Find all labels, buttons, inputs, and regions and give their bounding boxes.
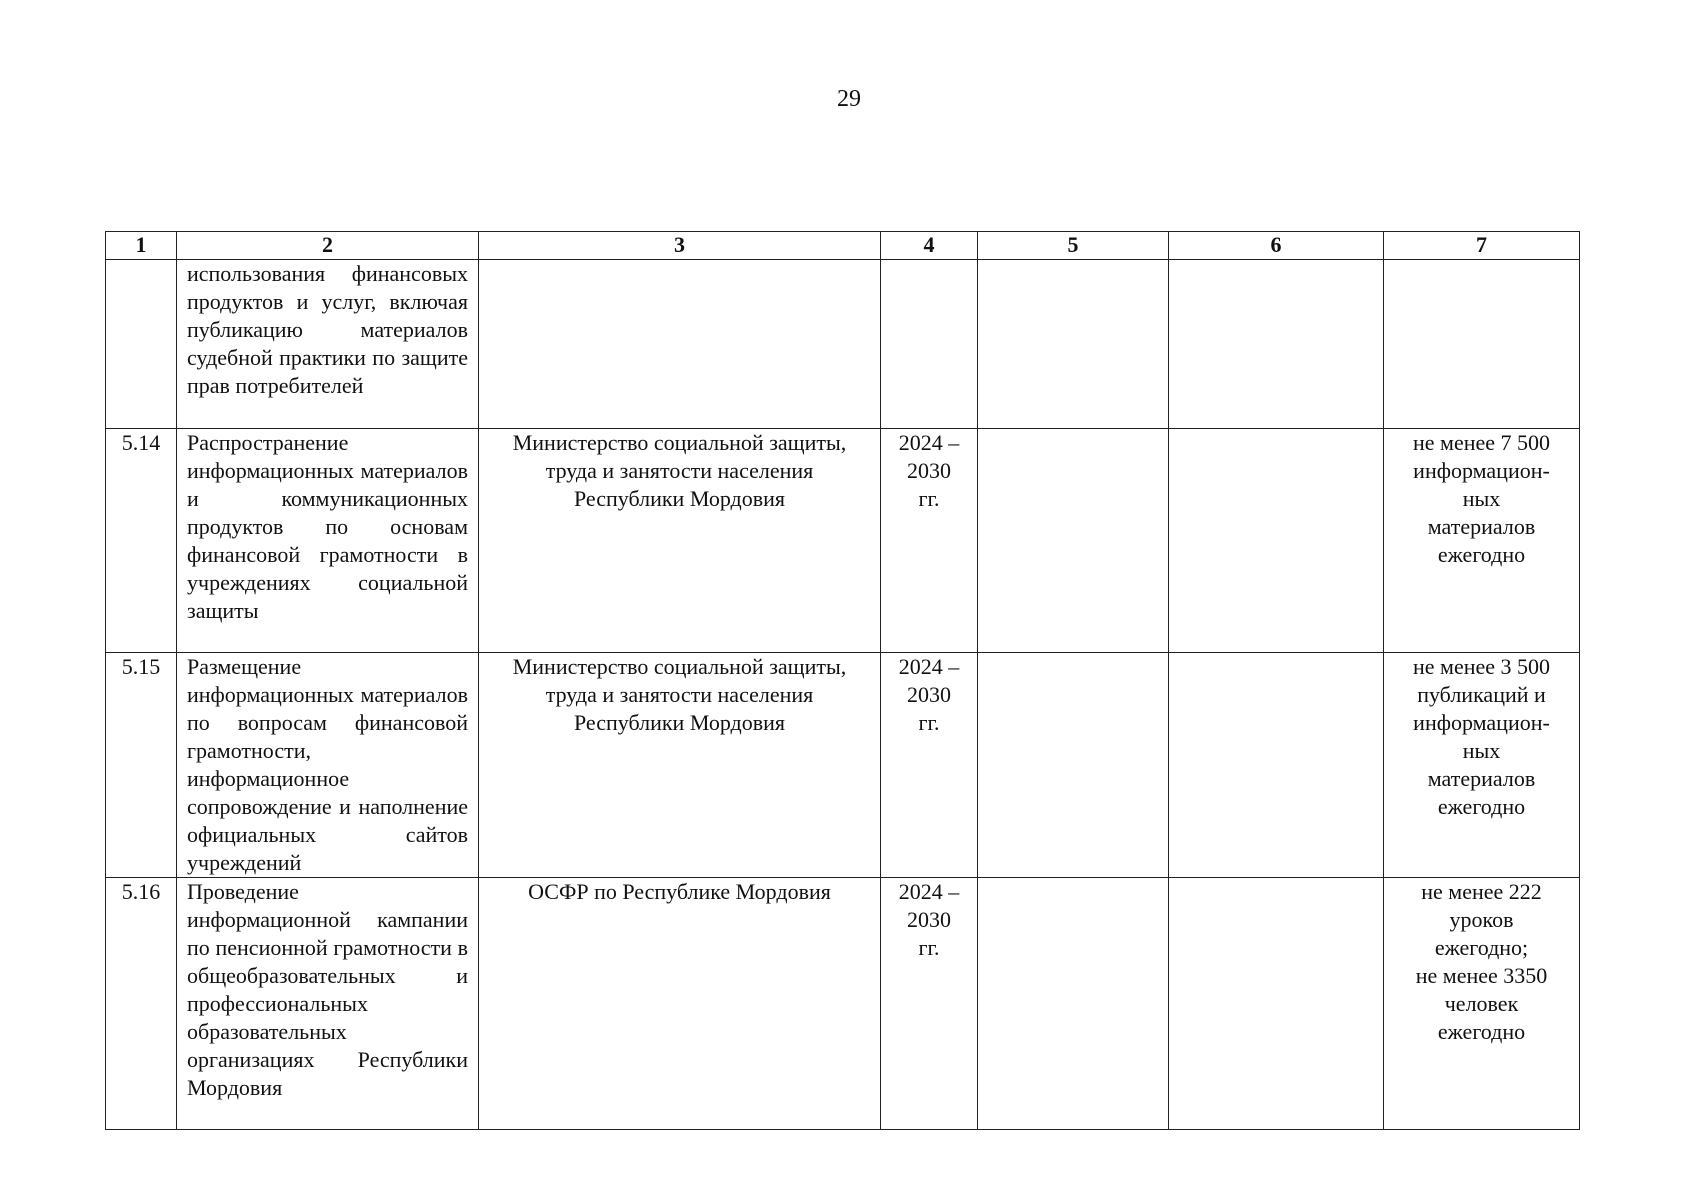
indicator: не менее 222 уроков ежегодно; не менее 3350 человек ежегодно bbox=[1384, 878, 1580, 1130]
indicator: не менее 3 500 публикаций и информацион- ных материалов ежегодно bbox=[1384, 653, 1580, 878]
table-row bbox=[106, 260, 1580, 429]
measure-description: Распространение информационных материалов и коммуникационных продуктов по основам финансовой грамотности в учреждениях социальной защиты bbox=[177, 429, 479, 653]
executor bbox=[479, 260, 881, 429]
period: 2024 – 2030 гг. bbox=[881, 429, 978, 653]
executor: Министерство социальной защиты, труда и занятости населения Республики Мордовия bbox=[479, 653, 881, 878]
column-5-cell bbox=[978, 878, 1169, 1130]
column-5-cell bbox=[978, 653, 1169, 878]
column-6-cell bbox=[1169, 878, 1384, 1130]
page-number: 29 bbox=[837, 86, 861, 112]
period bbox=[881, 260, 978, 429]
executor: Министерство социальной защиты, труда и занятости населения Республики Мордовия bbox=[479, 429, 881, 653]
column-header-3: 3 bbox=[479, 232, 881, 260]
period: 2024 – 2030 гг. bbox=[881, 878, 978, 1130]
row-number: 5.14 bbox=[106, 429, 177, 653]
column-6-cell bbox=[1169, 260, 1384, 429]
column-6-cell bbox=[1169, 653, 1384, 878]
measure-description: Размещение информационных материалов по вопросам финансовой грамотности, информационное сопровождение и наполнение официальных сайтов учреждений bbox=[177, 653, 479, 878]
column-header-7: 7 bbox=[1384, 232, 1580, 260]
row-number: 5.15 bbox=[106, 653, 177, 878]
table-row bbox=[106, 878, 1580, 1130]
row-number bbox=[106, 260, 177, 429]
period: 2024 – 2030 гг. bbox=[881, 653, 978, 878]
column-header-6: 6 bbox=[1169, 232, 1384, 260]
executor: ОСФР по Республике Мордовия bbox=[479, 878, 881, 1130]
indicator bbox=[1384, 260, 1580, 429]
column-5-cell bbox=[978, 260, 1169, 429]
table-row bbox=[106, 653, 1580, 878]
indicator: не менее 7 500 информацион- ных материалов ежегодно bbox=[1384, 429, 1580, 653]
column-header-2: 2 bbox=[177, 232, 479, 260]
column-header-5: 5 bbox=[978, 232, 1169, 260]
table-row bbox=[106, 429, 1580, 653]
column-header-1: 1 bbox=[106, 232, 177, 260]
column-5-cell bbox=[978, 429, 1169, 653]
table-header-row bbox=[106, 232, 1580, 260]
measures-table bbox=[105, 231, 1580, 1130]
row-number: 5.16 bbox=[106, 878, 177, 1130]
measure-description: использования финансовых продуктов и услуг, включая публикацию материалов судебной практики по защите прав потребителей bbox=[177, 260, 479, 429]
column-header-4: 4 bbox=[881, 232, 978, 260]
measure-description: Проведение информационной кампании по пенсионной грамотности в общеобразовательных и профессиональных образовательных организациях Республики Мордовия bbox=[177, 878, 479, 1130]
column-6-cell bbox=[1169, 429, 1384, 653]
